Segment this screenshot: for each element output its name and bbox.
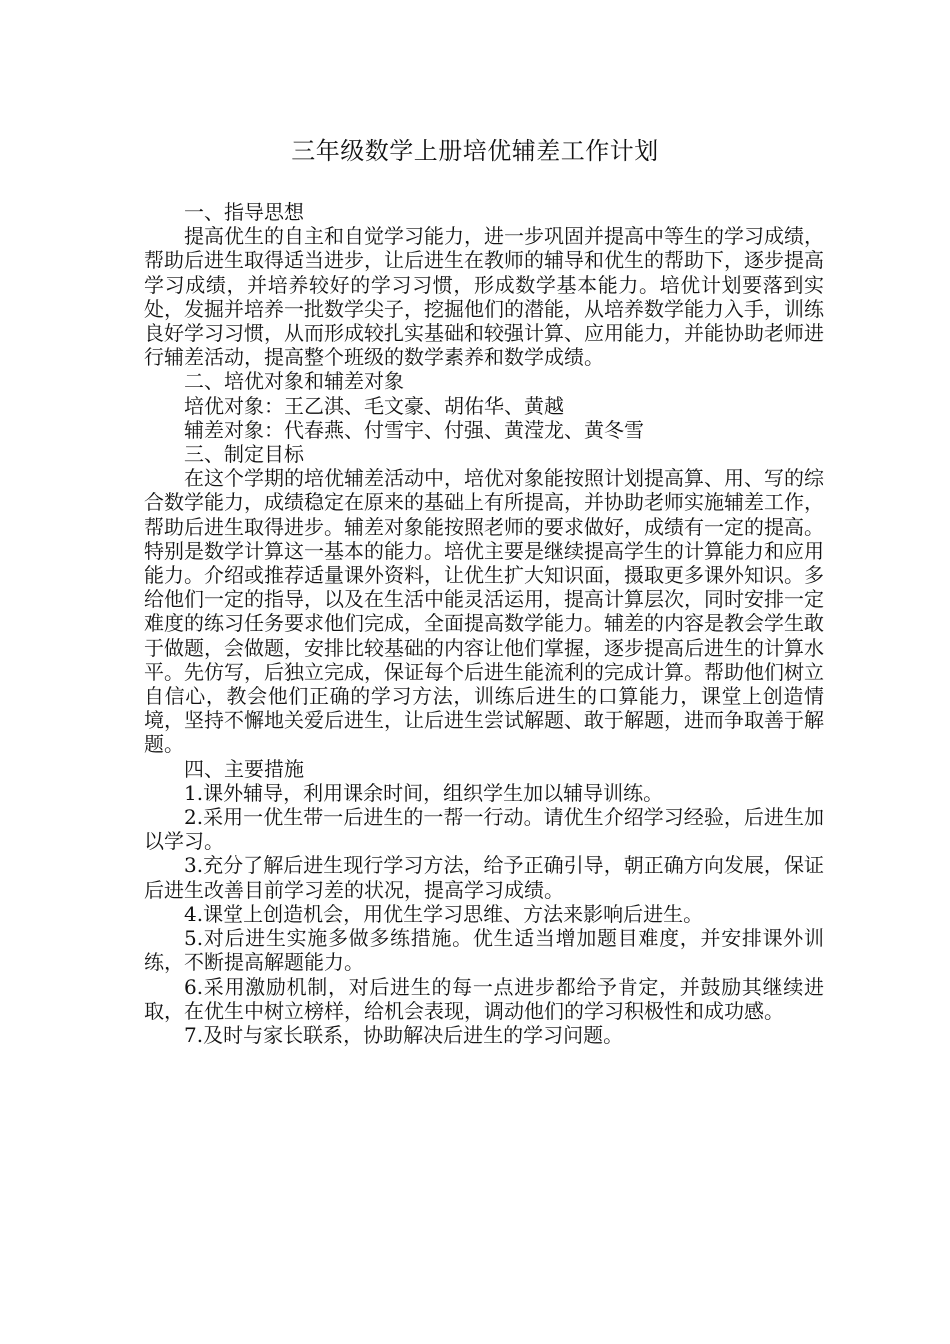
- paragraph-remedial-students: 辅差对象：代春燕、付雪宇、付强、黄滢龙、黄冬雪: [184, 417, 644, 442]
- paragraph-goals: 在这个学期的培优辅差活动中，培优对象能按照计划提高算、用、写的综合数学能力，成绩稳定在原来的基础上有所提高，并协助老师实施辅差工作，帮助后进生取得进步。辅差对象能按照老师的要求做好，成绩有一定的提高。特别是数学计算这一基本的能力。培优主要是继续提高学生的计算能力和应用能力。介绍或推荐适量课外资料，让优生扩大知识面，摄取更多课外知识。多给他们一定的指导，以及在生活中能灵活运用，提高计算层次，同时安排一定难度的练习任务要求他们完成，全面提高数学能力。辅差的内容是教会学生敢于做题，会做题，安排比较基础的内容让他们掌握，逐步提高后进生的计算水平。先仿写，后独立完成，保证每个后进生能流利的完成计算。帮助他们树立自信心，教会他们正确的学习方法，训练后进生的口算能力，课堂上创造情境，坚持不懈地关爱后进生，让后进生尝试解题、敢于解题，进而争取善于解题。: [144, 466, 824, 757]
- paragraph-excellent-students: 培优对象：王乙淇、毛文豪、胡佑华、黄越: [184, 393, 564, 418]
- section-heading-targets: 二、培优对象和辅差对象: [184, 369, 404, 394]
- measure-item-4: 4.课堂上创造机会，用优生学习思维、方法来影响后进生。: [184, 901, 704, 926]
- section-heading-goals: 三、制定目标: [184, 442, 304, 467]
- section-heading-measures: 四、主要措施: [184, 756, 304, 781]
- section-heading-guiding-idea: 一、指导思想: [184, 200, 304, 224]
- measure-item-1: 1.课外辅导，利用课余时间，组织学生加以辅导训练。: [184, 780, 664, 805]
- measure-item-3: 3.充分了解后进生现行学习方法，给予正确引导，朝正确方向发展，保证后进生改善目前学习差的状况，提高学习成绩。: [144, 853, 824, 902]
- paragraph-guiding-idea: 提高优生的自主和自觉学习能力，进一步巩固并提高中等生的学习成绩，帮助后进生取得适当进步，让后进生在教师的辅导和优生的帮助下，逐步提高学习成绩，并培养较好的学习习惯，形成数学基本能力。培优计划要落到实处，发掘并培养一批数学尖子，挖掘他们的潜能，从培养数学能力入手，训练良好学习习惯，从而形成较扎实基础和较强计算、应用能力，并能协助老师进行辅差活动，提高整个班级的数学素养和数学成绩。: [144, 224, 824, 370]
- measure-item-7: 7.及时与家长联系，协助解决后进生的学习问题。: [184, 1022, 624, 1047]
- document-title: 三年级数学上册培优辅差工作计划: [291, 137, 659, 165]
- document-body: [144, 200, 824, 1047]
- measure-item-2: 2.采用一优生带一后进生的一帮一行动。请优生介绍学习经验，后进生加以学习。: [144, 805, 824, 854]
- measure-item-5: 5.对后进生实施多做多练措施。优生适当增加题目难度，并安排课外训练，不断提高解题能力。: [144, 926, 824, 975]
- measure-item-6: 6.采用激励机制，对后进生的每一点进步都给予肯定，并鼓励其继续进取，在优生中树立榜样，给机会表现，调动他们的学习积极性和成功感。: [144, 974, 824, 1023]
